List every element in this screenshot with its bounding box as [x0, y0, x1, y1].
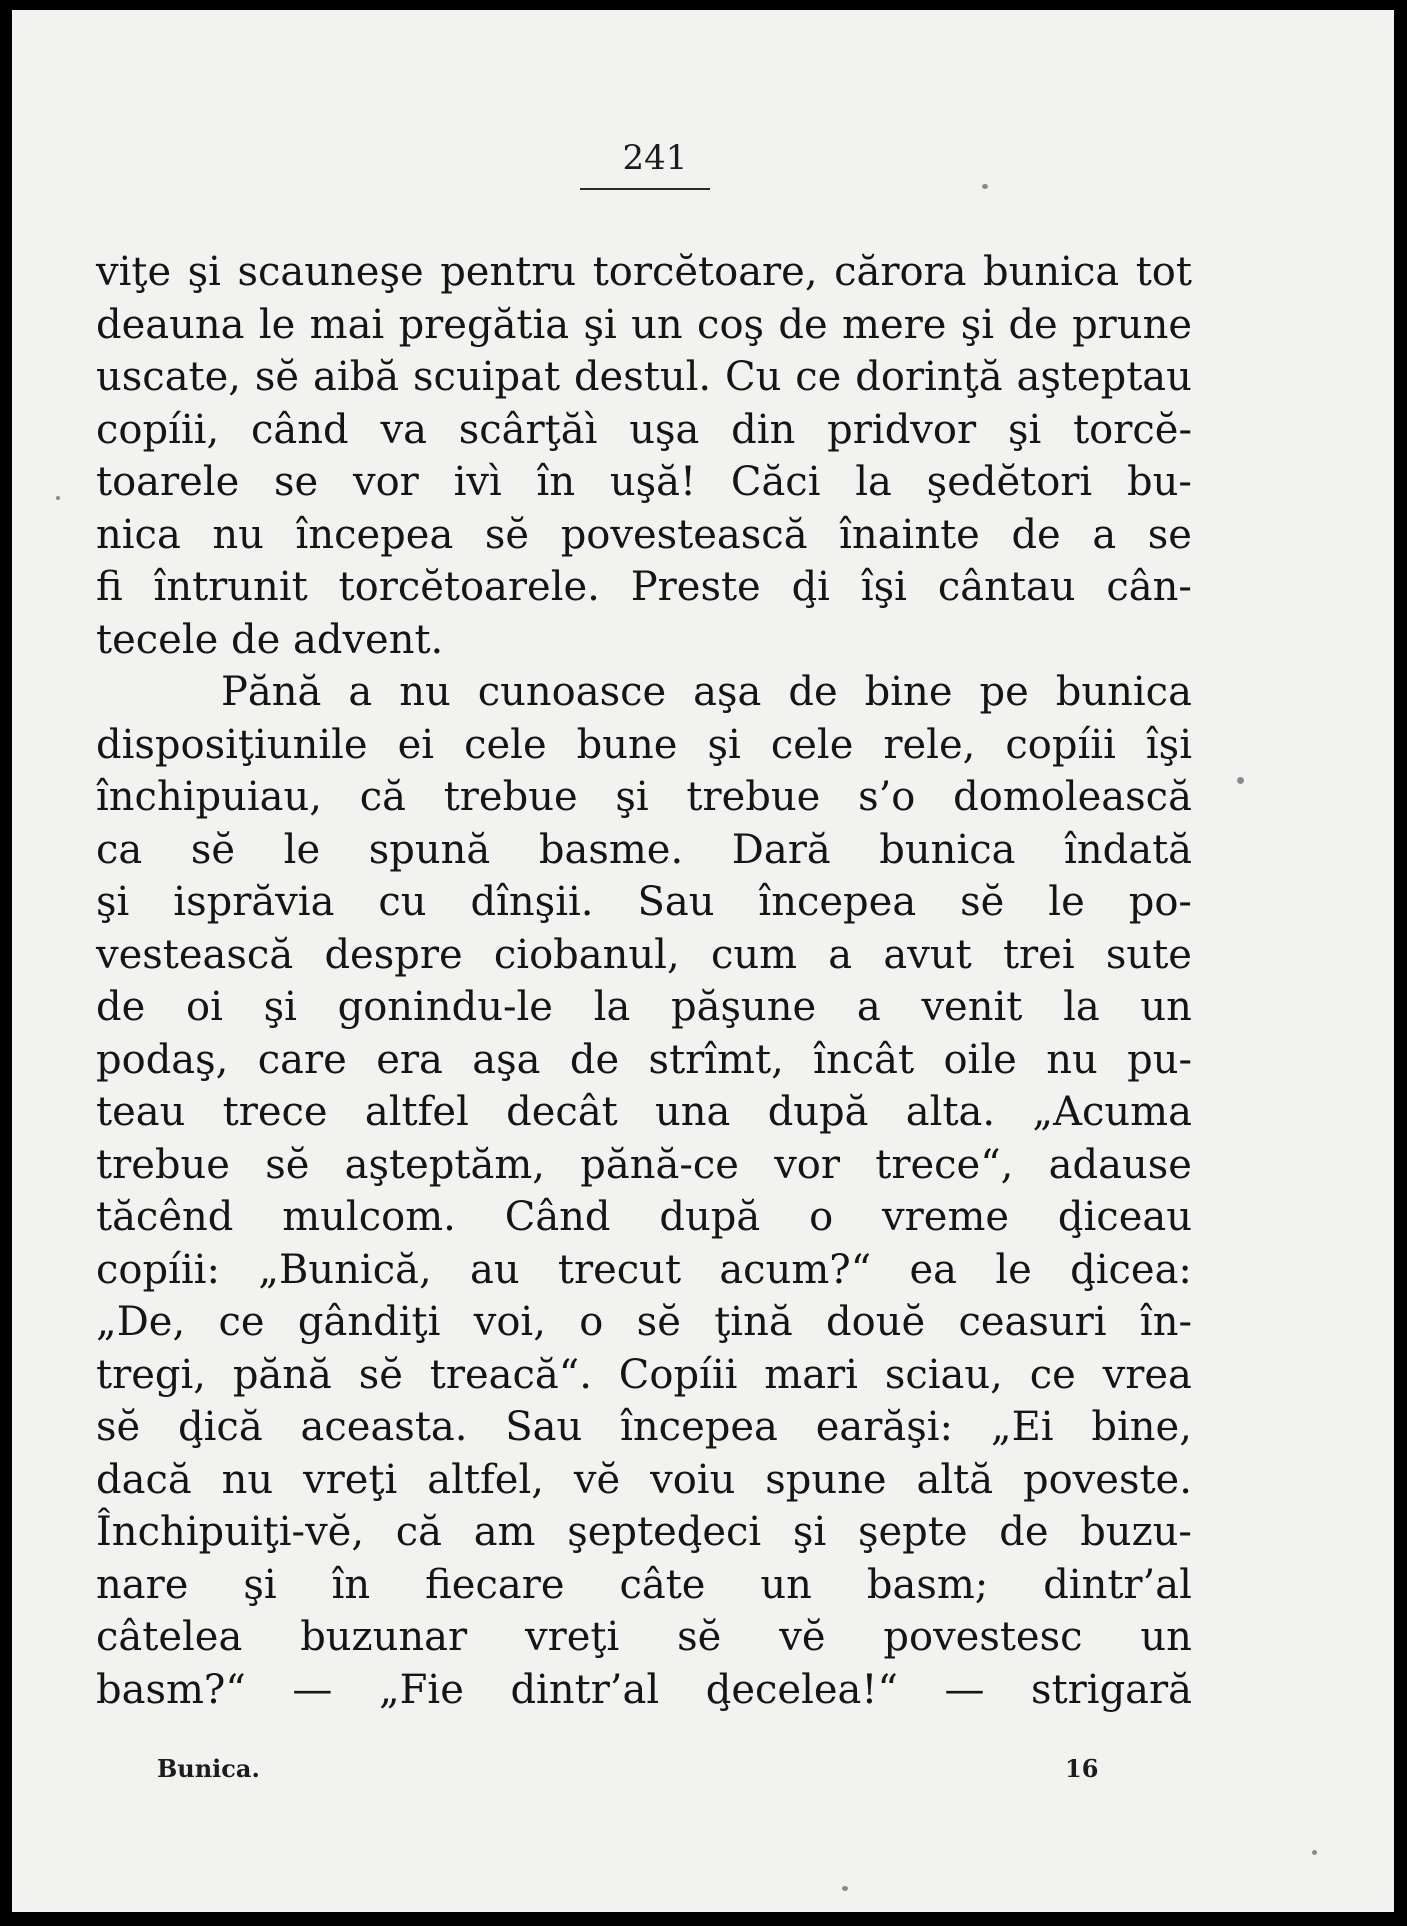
word: bine: [864, 669, 953, 715]
word: coş: [697, 301, 765, 348]
word: bunica: [879, 826, 1016, 873]
word: cunoasce: [477, 669, 667, 715]
word: voiu: [650, 1456, 736, 1503]
word: torcĕtoare,: [592, 249, 818, 295]
word: buzunar: [300, 1614, 468, 1660]
word: se: [1147, 511, 1192, 558]
word: strîmt,: [648, 1036, 784, 1083]
word: aibă: [313, 354, 400, 400]
word: trebue: [443, 774, 578, 820]
word: şi: [583, 301, 617, 348]
word: au: [469, 1246, 520, 1293]
word: dorinţă: [855, 354, 1003, 400]
word: tăcênd: [96, 1194, 234, 1240]
word: că: [359, 774, 406, 820]
word: sĕ: [484, 511, 530, 558]
word: după: [659, 1194, 761, 1240]
word: —: [292, 1666, 333, 1713]
word: şi: [615, 774, 649, 820]
word: sĕ: [265, 1141, 310, 1188]
text-line: [96, 1454, 1192, 1507]
word: viţe: [96, 249, 172, 295]
word: le: [995, 1246, 1032, 1293]
word: am: [473, 1509, 536, 1555]
page-number-rule: [580, 188, 710, 190]
word: tot: [1135, 249, 1192, 295]
word: va: [380, 406, 427, 453]
text-line: [96, 1506, 1192, 1559]
word: ciobanul,: [493, 931, 680, 978]
word: din: [731, 406, 796, 453]
word: Pănă: [221, 669, 322, 715]
word: strigară: [1031, 1666, 1192, 1713]
word: vrea: [1102, 1351, 1192, 1398]
word: încât: [813, 1036, 915, 1083]
page-body-text: [96, 246, 1192, 1716]
text-line: [96, 1664, 1192, 1717]
word: trece: [222, 1089, 328, 1135]
word: ḑicea:: [1070, 1246, 1192, 1293]
word: vor: [774, 1141, 840, 1188]
word: Când: [504, 1194, 611, 1240]
word: spună: [368, 826, 491, 873]
text-line: [96, 1349, 1192, 1402]
word: sĕ: [96, 1404, 141, 1450]
word: altfel: [364, 1089, 469, 1135]
text-line: [96, 509, 1192, 562]
word: poveste.: [1022, 1456, 1192, 1503]
paper-speck: [982, 184, 988, 189]
word: scauneşe: [237, 249, 424, 295]
word: un: [631, 301, 683, 348]
word: prune: [1072, 301, 1192, 348]
word: spune: [765, 1456, 887, 1503]
word: cân-: [1106, 564, 1192, 610]
word: de: [999, 1509, 1049, 1555]
word: disposiţiunile: [96, 721, 368, 768]
word: una: [655, 1089, 731, 1135]
word: Cu: [725, 354, 782, 400]
word: vreţi: [303, 1456, 398, 1503]
word: venit: [921, 984, 1023, 1030]
word: voi,: [473, 1299, 546, 1345]
word: ce: [795, 354, 842, 400]
word: şepte: [857, 1509, 968, 1555]
word: cum: [710, 931, 798, 978]
text-line: [96, 404, 1192, 457]
word: pănă-ce: [580, 1141, 739, 1188]
word: ce: [218, 1299, 265, 1345]
paper-speck: [1237, 777, 1244, 784]
word: un: [760, 1561, 812, 1608]
word: copíii,: [96, 406, 220, 453]
word: pridvor: [827, 406, 977, 453]
word: şi: [792, 1509, 827, 1555]
word: torcĕtoarele.: [338, 564, 600, 610]
word: Căci: [730, 459, 821, 505]
word: cântau: [937, 564, 1076, 610]
word: de: [788, 669, 838, 715]
text-line: [96, 1034, 1192, 1087]
word: deauna: [96, 301, 245, 348]
word: ţină: [714, 1299, 793, 1345]
word: când: [251, 406, 349, 453]
book-page: [12, 10, 1394, 1912]
word: decât: [506, 1089, 618, 1135]
word: câte: [619, 1561, 706, 1608]
word: pănă: [232, 1351, 332, 1398]
word: aceasta.: [300, 1404, 468, 1450]
word: le: [1048, 879, 1085, 925]
word: ḑiceau: [1057, 1194, 1192, 1240]
word: basm?“: [96, 1666, 246, 1713]
text-line: [96, 1296, 1192, 1349]
word: şi: [96, 879, 130, 925]
word: sĕ: [677, 1614, 722, 1660]
word: cu: [378, 879, 427, 925]
word: teau: [96, 1089, 186, 1135]
word: aşa: [472, 1036, 541, 1083]
word: vor: [353, 459, 419, 505]
word: mulcom.: [282, 1194, 456, 1240]
text-line: [96, 666, 1192, 719]
word: po-: [1128, 879, 1192, 925]
word: ce: [1029, 1351, 1076, 1398]
page-number: 241: [622, 138, 688, 178]
text-line: [96, 456, 1192, 509]
word: de: [778, 301, 828, 348]
word: —: [944, 1666, 985, 1713]
word: şedĕtori: [926, 459, 1093, 505]
word: şi: [263, 984, 297, 1030]
word: avut: [883, 931, 972, 978]
word: la: [855, 459, 892, 505]
word: torcĕ-: [1073, 406, 1192, 453]
word: aşteptăm,: [344, 1141, 545, 1188]
word: începea: [295, 511, 454, 558]
text-line: [96, 1611, 1192, 1664]
word: „De,: [96, 1299, 186, 1345]
word: a: [348, 669, 373, 715]
word: începea: [758, 879, 917, 925]
word: tregi,: [96, 1351, 206, 1398]
text-line: [96, 1191, 1192, 1244]
word: a: [856, 984, 881, 1030]
word: ceasuri: [958, 1299, 1107, 1345]
word: s’o: [858, 774, 916, 820]
word: basm;: [866, 1561, 989, 1608]
word: trebue: [686, 774, 821, 820]
word: mai: [309, 301, 385, 348]
text-line: [96, 771, 1192, 824]
word: îşi: [1145, 721, 1192, 768]
word: le: [258, 301, 296, 348]
word: sĕ: [358, 1351, 403, 1398]
word: ḑecelea!“: [705, 1666, 898, 1713]
word: copíii: [1005, 721, 1116, 768]
word: câtelea: [96, 1614, 243, 1660]
word: de: [96, 984, 146, 1030]
word: şi: [187, 249, 221, 295]
text-line: [96, 824, 1192, 877]
word: ca: [96, 826, 143, 873]
word: păşune: [671, 984, 817, 1030]
word: fiecare: [425, 1561, 565, 1608]
word: vestească: [96, 931, 294, 978]
word: nu: [1046, 1036, 1098, 1083]
word: pu-: [1127, 1036, 1192, 1083]
word: bine,: [1091, 1404, 1192, 1450]
word: sĕ: [190, 826, 236, 873]
word: îşi: [860, 564, 907, 610]
text-line: [96, 1559, 1192, 1612]
word: domolească: [953, 774, 1192, 820]
word: de: [569, 1036, 620, 1083]
word: o: [809, 1194, 834, 1240]
word: povestesc: [883, 1614, 1083, 1660]
word: toarele: [96, 459, 240, 505]
paper-speck: [842, 1886, 848, 1891]
word: gândiţi: [297, 1299, 441, 1345]
word: nu: [221, 1456, 274, 1503]
word: uşa: [629, 406, 700, 453]
word: treacă“.: [429, 1351, 592, 1398]
word: îndată: [1064, 826, 1192, 873]
word: trecut: [557, 1246, 682, 1293]
word: ivì: [453, 459, 502, 505]
word: Preste: [630, 564, 761, 610]
word: începea: [620, 1404, 778, 1450]
word: dintr’al: [1043, 1561, 1192, 1608]
word: dacă: [96, 1456, 192, 1503]
word: adause: [1048, 1141, 1192, 1188]
word: acum?“: [719, 1246, 872, 1293]
text-line: [96, 299, 1192, 352]
word: ea: [909, 1246, 958, 1293]
word: „Bunică,: [258, 1246, 432, 1293]
word: altfel,: [427, 1456, 544, 1503]
word: oile: [943, 1036, 1017, 1083]
word: sĕ: [254, 354, 300, 400]
word: trei: [1002, 931, 1075, 978]
word: ḑi: [791, 564, 830, 610]
word: fi: [96, 564, 123, 610]
word: un: [1140, 984, 1192, 1030]
word: mari: [764, 1351, 858, 1398]
word: vĕ: [779, 1614, 826, 1660]
word: nu: [212, 511, 264, 558]
word: le: [283, 826, 321, 873]
word: podaş,: [96, 1036, 229, 1083]
word: scârţăì: [458, 406, 598, 453]
word: earăşi:: [815, 1404, 954, 1450]
word: bunica: [983, 249, 1120, 295]
text-line: [96, 1244, 1192, 1297]
word: alta.: [905, 1089, 996, 1135]
word: buzu-: [1080, 1509, 1192, 1555]
word: bu-: [1126, 459, 1192, 505]
word: se: [274, 459, 319, 505]
word: era: [376, 1036, 443, 1083]
word: la: [593, 984, 631, 1030]
word: dînşii.: [470, 879, 594, 925]
word: trebue: [96, 1141, 230, 1188]
word: vĕ: [573, 1456, 621, 1503]
word: bunica: [1055, 669, 1192, 715]
text-line: tecele de advent.: [96, 616, 444, 663]
word: uşă!: [609, 459, 697, 505]
word: „Ei: [990, 1404, 1054, 1450]
word: altă: [916, 1456, 994, 1503]
word: douĕ: [826, 1299, 926, 1345]
word: şepteḑeci: [567, 1509, 762, 1555]
word: mere: [842, 301, 947, 348]
word: înainte: [839, 511, 980, 558]
word: bune: [576, 721, 678, 768]
word: aşa: [693, 669, 762, 715]
word: în-: [1139, 1299, 1192, 1345]
word: Sau: [637, 879, 715, 925]
word: nica: [96, 511, 181, 558]
word: cărora: [834, 249, 967, 295]
word: sĕ: [636, 1299, 681, 1345]
word: povestească: [560, 511, 808, 558]
word: în: [536, 459, 576, 505]
paper-speck: [56, 496, 60, 500]
word: închipuiau,: [96, 774, 322, 820]
text-line: [96, 1401, 1192, 1454]
text-line: [96, 876, 1192, 929]
word: „Fie: [378, 1666, 464, 1713]
word: şi: [707, 721, 741, 768]
text-line: [96, 1086, 1192, 1139]
word: de: [1008, 301, 1058, 348]
word: în: [331, 1561, 371, 1608]
word: Dară: [731, 826, 831, 873]
word: a: [1092, 511, 1117, 558]
word: şi: [1007, 406, 1042, 453]
word: Sau: [505, 1404, 583, 1450]
word: sĕ: [960, 879, 1005, 925]
word: ei: [397, 721, 435, 768]
word: şi: [243, 1561, 277, 1608]
word: copíii:: [96, 1246, 220, 1293]
word: basme.: [538, 826, 684, 873]
word: nu: [399, 669, 451, 715]
word: a: [828, 931, 853, 978]
word: nare: [96, 1561, 189, 1608]
word: scuipat: [413, 354, 561, 400]
word: aşteptau: [1016, 354, 1192, 400]
word: rele,: [883, 721, 976, 768]
word: de: [1011, 511, 1061, 558]
word: pentru: [440, 249, 577, 295]
word: uscate,: [96, 354, 241, 400]
text-line: [96, 719, 1192, 772]
word: sciau,: [884, 1351, 1003, 1398]
text-line: [96, 561, 1192, 614]
text-line: [96, 351, 1192, 404]
paper-speck: [1312, 1850, 1317, 1855]
word: oi: [185, 984, 223, 1030]
word: dintr’al: [510, 1666, 660, 1713]
word: vreme: [882, 1194, 1010, 1240]
word: pe: [979, 669, 1029, 715]
word: destul.: [573, 354, 712, 400]
word: la: [1063, 984, 1100, 1030]
word: cele: [464, 721, 547, 768]
word: că: [395, 1509, 442, 1555]
text-line: [96, 981, 1192, 1034]
word: despre: [324, 931, 463, 978]
text-line: [96, 929, 1192, 982]
word: întrunit: [153, 564, 308, 610]
word: ḑică: [178, 1404, 263, 1450]
word: sute: [1105, 931, 1192, 978]
footer-signature: Bunica.: [157, 1754, 260, 1783]
word: o: [579, 1299, 604, 1345]
word: şi: [960, 301, 995, 348]
word: după: [767, 1089, 869, 1135]
text-line: [96, 1139, 1192, 1192]
word: care: [257, 1036, 347, 1083]
word: Închipuiţi-vĕ,: [96, 1509, 365, 1555]
word: „Acuma: [1032, 1089, 1192, 1135]
word: vreţi: [525, 1614, 620, 1660]
word: pregătia: [398, 301, 570, 348]
word: Copíii: [618, 1351, 738, 1398]
word: gonindu-le: [337, 984, 553, 1030]
word: isprăvia: [173, 879, 335, 925]
text-line: [96, 246, 1192, 299]
footer-sheet-number: 16: [1065, 1754, 1099, 1783]
word: cele: [770, 721, 854, 768]
word: trece“,: [875, 1141, 1014, 1188]
word: un: [1140, 1614, 1192, 1660]
